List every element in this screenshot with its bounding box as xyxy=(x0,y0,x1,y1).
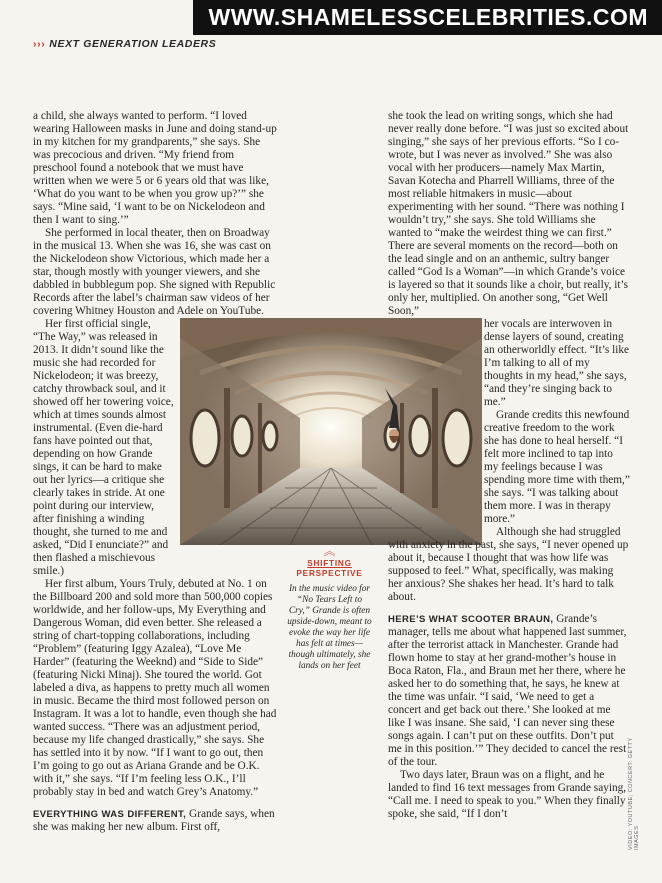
paragraph: She performed in local theater, then on Broadway in the musical 13. When she was 16, she was cast on the Nickelodeon show Victorious, which made her a star, though mostly with younger viewers, and she dabbled in bubblegum pop. She signed with Republic Records after the label’s chairman saw videos of her covering Whitney Houston and Adele on YouTube. xyxy=(33,227,276,317)
paragraph: Grande credits this newfound creative freedom to the work she has done to heal herself. “I felt more inclined to tap into my feelings because I was spending more time with them,” she says. “I was talking about them more. I was in therapy more.” xyxy=(484,409,630,525)
paragraph-text: Grande’s manager, tells me about what happened last summer, after the terrorist attack in Manchester. Grande had flown home to stay at her grand-mother’s house in Boca Raton, Fla., and Braun met her there, where he asked her to do something that, he says, he knew at the time was unfair. “I said, ‘We need to get a concert and get back out there.’ She looked at me like I was insane. She said, ‘I can never sing these songs again. I can’t put on these outfits. Don’t put me in this position.’” They decided to cancel the rest of the tour. xyxy=(388,613,627,768)
paragraph: a child, she always wanted to perform. “I loved wearing Halloween masks in June and doing stand-up in my kitchen for my grandparents,” she says. She was precocious and driven. “My friend from preschool found a notebook that we must have written when we were 5 or 6 years old that was like, ‘What do you want to be when you grow up?’” she says. “Mine said, ‘I want to be on Nickelodeon and then I want to sing.’” xyxy=(33,110,277,226)
paragraph: Her first official single, “The Way,” was released in 2013. It didn’t sound like the music she had recorded for Nickelodeon; it was breezy, catchy throwback soul, and it showed off her towering voice, which at times sounds almost instrumental. (Even die-hard fans have pointed out that, depending on how Grande sings, it can be hard to make out her lyrics—a critique she clearly takes in stride. At one point during our interview, after finishing a winding thought, she turned to me and asked, “Did I enunciate?” and then flashed a mischievous smile.) xyxy=(33,318,174,577)
paragraph xyxy=(388,613,630,769)
chevrons-up-icon: ︽ xyxy=(323,544,336,558)
caption-title-line: PERSPECTIVE xyxy=(296,569,363,578)
wrapped-text-block xyxy=(388,318,630,539)
watermark-banner: WWW.SHAMELESSCELEBRITIES.COM xyxy=(193,0,662,35)
paragraph: Although she had struggled xyxy=(496,526,621,538)
lead-in: HERE’S WHAT SCOOTER BRAUN, xyxy=(388,614,554,625)
section-title: NEXT GENERATION LEADERS xyxy=(49,38,217,50)
photo-credit: VIDEO: YOUTUBE; CONCERT: GETTY IMAGES xyxy=(628,737,640,850)
chevron-right-icon: ››› xyxy=(33,38,46,50)
paragraph: she took the lead on writing songs, which she had never really done before. “I was just so excited about singing,” she says of her previous efforts. “So I co-wrote, but I was never as involved.” She was also vocal with her producers—namely Max Martin, Savan Kotecha and Pharrell Williams, three of the most reliable hitmakers in music—about experimenting with her sound. “There was nothing I wouldn’t try,” she says. She told Williams she wanted to “make the weirdest thing we can first.” There are several moments on the record—both on the lead single and on an anthemic, sultry banger called “God Is a Woman”—in which Grande’s voice is layered so that it sounds like a choir, but really, it’s only her, multiplied. On another song, “Get Well Soon,” xyxy=(388,110,629,317)
photo-caption xyxy=(287,545,372,672)
caption-body: In the music video for “No Tears Left to Cry,” Grande is often upside-down, meant to evoke the way her life has felt at times—though ultimately, she lands on her feet xyxy=(287,584,372,671)
caption-title xyxy=(287,559,372,579)
paragraph: her vocals are interwoven in dense layers of sound, creating an otherworldly effect. “It’s like I’m talking to all of my thoughts in my head,” she says, “and they’re singing back to me.” xyxy=(484,318,630,408)
article-column-right xyxy=(388,110,630,850)
paragraph xyxy=(33,808,277,834)
lead-in: EVERYTHING WAS DIFFERENT, xyxy=(33,809,187,820)
paragraph: Her first album, Yours Truly, debuted at No. 1 on the Billboard 200 and sold more than 500,000 copies worldwide, and her follow-ups, My Everything and Dangerous Woman, did even better. She released a string of chart-topping collaborations, including “Problem” (featuring Iggy Azalea), “Love Me Harder” (featuring the Weeknd) and “Side to Side” (featuring Nicki Minaj). She toured the world. Got labeled a diva, as happens to pretty much all women in music. Became the third most followed person on Instagram. It was a lot to handle, even though she had wanted success. “There was an adjustment period, because my life changed drastically,” she says. She has settled into it by now. “If I want to go out, then I’m going to go out as Ariana Grande and be O.K. with it,” she says. “If I’m feeling less O.K., I’ll probably stay in bed and watch Grey’s Anatomy.” xyxy=(33,578,277,798)
caption-title-line: SHIFTING xyxy=(307,559,352,568)
paragraph: with anxiety in the past, she says, “I never opened up about it, because I thought that was how life was supposed to feel.” What, specifically, was making her anxious? She shakes her head. It’s hard to talk about. xyxy=(388,539,629,603)
paragraph-text: Grande says, when she was making her new album. First off, xyxy=(33,808,275,833)
section-header xyxy=(33,38,216,50)
paragraph: Two days later, Braun was on a flight, and he landed to find 16 text messages from Grande saying, “Call me. I need to speak to you.” When they finally spoke, she said, “If I don’t xyxy=(388,769,627,820)
